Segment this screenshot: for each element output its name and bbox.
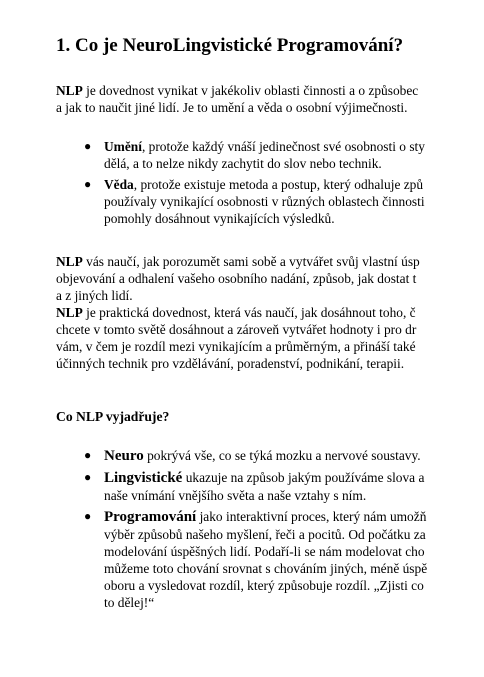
paragraph-nlp-practical: NLP je praktická dovednost, která vás naučí, jak dosáhnout toho, č chcete v tomto světě dosáhnout a zároveň vytvářet hodnoty i pro dr vám, v čem je rozdíl mezi vynikajícím a průměrným, a přináší také účinných technik pro vzdělávání, poradenství, podnikání, terapii.: [56, 305, 417, 371]
intro-paragraph: [56, 82, 484, 116]
intro-term: NLP: [56, 83, 83, 98]
bullet-icon: ●: [84, 139, 92, 153]
term-neuro: Neuro: [104, 448, 144, 464]
bullet-icon: ●: [84, 448, 92, 462]
bullet-list-nlp-meaning: [56, 447, 484, 611]
list-item-programovani: ● Programování jako interaktivní proces, který nám umožň výběr způsobů našeho myšlení, řeči a pocitů. Od počátku za modelování úspěšných lidí. Podaří-li se nám modelovat cho můžeme toto chování srovnat s chováním jiných, méně úspě oboru a vysledovat rozdíl, který způsobuje rozdíl. „Zjisti co to dělej!“: [84, 509, 428, 610]
term-nlp: NLP: [56, 305, 83, 320]
bullet-icon: ●: [84, 177, 92, 191]
document-content: [56, 34, 484, 615]
term-programovani: Programování: [104, 509, 197, 525]
term-nlp: NLP: [56, 254, 83, 269]
intro-line-1: je dovednost vynikat v jakékoliv oblasti činnosti a o způsobec: [82, 83, 419, 98]
list-item-neuro: ● Neuro pokrývá vše, co se týká mozku a nervové soustavy.: [84, 448, 421, 464]
term-veda: Věda: [104, 177, 134, 192]
bullet-icon: ●: [84, 509, 92, 523]
term-lingvisticke: Lingvistické: [104, 470, 183, 486]
bullet-icon: ●: [84, 470, 92, 484]
paragraph-nlp-understand: NLP vás naučí, jak porozumět sami sobě a vytvářet svůj vlastní úsp objevování a odhalení vašeho osobního nadání, způsob, jak dostat t a z jiných lidí.: [56, 254, 420, 303]
term-umeni: Umění: [104, 139, 142, 154]
list-item-umeni: ● Umění, protože každý vnáší jedinečnost své osobnosti o sty dělá, a to nelze nikdy zachytit do slov nebo technik.: [84, 139, 425, 171]
section-title-co-nlp-vyjadruje: Co NLP vyjadřuje?: [56, 409, 170, 424]
list-item-veda: ● Věda, protože existuje metoda a postup, který odhaluje způ používaly vynikající osobnosti v různých oblastech činnosti pomohly dosáhnout vynikajících výsledků.: [84, 177, 425, 226]
list-item-lingvisticke: ● Lingvistické ukazuje na způsob jakým používáme slova a naše vnímání vnějšího světa a naše vztahy s ním.: [84, 470, 425, 503]
bullet-list-art-science: [56, 138, 484, 227]
page-title: 1. Co je NeuroLingvistické Programování?: [56, 35, 404, 56]
intro-line-2: a jak to naučit jiné lidí. Je to umění a věda o osobní výjimečnosti.: [56, 100, 408, 115]
